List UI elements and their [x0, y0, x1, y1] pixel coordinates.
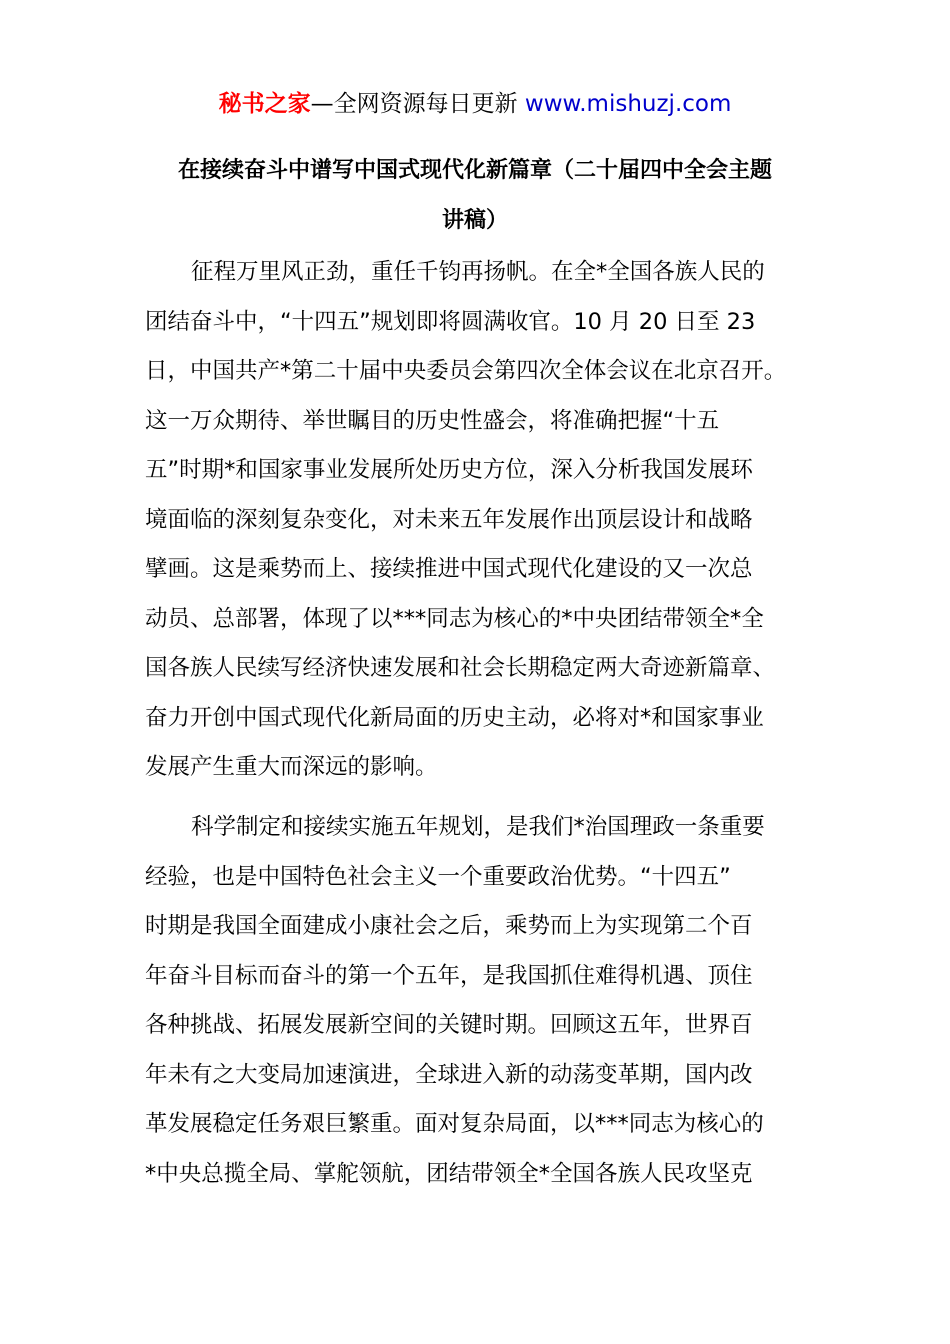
title-line: 讲稿）	[441, 207, 508, 233]
text-line: 日，中国共产*第二十届中央委员会第四次全体会议在北京召开。	[145, 358, 787, 384]
header-separator: —	[310, 91, 334, 117]
text-line: *中央总揽全局、掌舵领航，团结带领全*全国各族人民攻坚克	[145, 1160, 753, 1187]
document-title	[140, 146, 810, 245]
site-brand: 秘书之家	[218, 91, 311, 117]
paragraph-1	[145, 248, 815, 793]
text-line: 国各族人民续写经济快速发展和社会长期稳定两大奇迹新篇章、	[145, 655, 776, 681]
text-line: 革发展稳定任务艰巨繁重。面对复杂局面，以***同志为核心的	[145, 1111, 764, 1137]
text-line: 奋力开创中国式现代化新局面的历史主动，必将对*和国家事业	[145, 704, 764, 731]
document-body-2	[145, 803, 815, 1199]
title-line: 在接续奋斗中谱写中国式现代化新篇章（二十届四中全会主题	[177, 158, 772, 183]
text-line: 五”时期*和国家事业发展所处历史方位，深入分析我国发展环	[145, 457, 753, 483]
text-line: 擘画。这是乘势而上、接续推进中国式现代化建设的又一次总	[145, 556, 753, 582]
text-line: 时期是我国全面建成小康社会之后，乘势而上为实现第二个百	[145, 913, 753, 939]
text-line: 团结奋斗中，“十四五”规划即将圆满收官。10 月 20 日至 23	[145, 308, 756, 335]
site-header	[0, 86, 950, 122]
text-line: 年奋斗目标而奋斗的第一个五年，是我国抓住难得机遇、顶住	[145, 962, 753, 989]
text-line: 科学制定和接续实施五年规划，是我们*治国理政一条重要	[191, 814, 765, 840]
paragraph-2	[145, 803, 815, 1199]
text-line: 各种挑战、拓展发展新空间的关键时期。回顾这五年，世界百	[145, 1012, 753, 1038]
text-line: 年未有之大变局加速演进，全球进入新的动荡变革期，国内改	[145, 1061, 753, 1088]
text-line: 征程万里风正劲，重任千钧再扬帆。在全*全国各族人民的	[191, 259, 765, 285]
site-tagline: 全网资源每日更新	[333, 91, 525, 117]
site-url-link[interactable]: www.mishuzj.com	[524, 91, 732, 117]
text-line: 动员、总部署，体现了以***同志为核心的*中央团结带领全*全	[145, 605, 764, 632]
text-line: 境面临的深刻复杂变化，对未来五年发展作出顶层设计和战略	[145, 506, 753, 533]
document-body	[145, 248, 815, 793]
text-line: 这一万众期待、举世瞩目的历史性盛会，将准确把握“十五	[145, 407, 720, 434]
text-line: 发展产生重大而深远的影响。	[145, 754, 438, 780]
text-line: 经验，也是中国特色社会主义一个重要政治优势。“十四五”	[145, 863, 731, 890]
